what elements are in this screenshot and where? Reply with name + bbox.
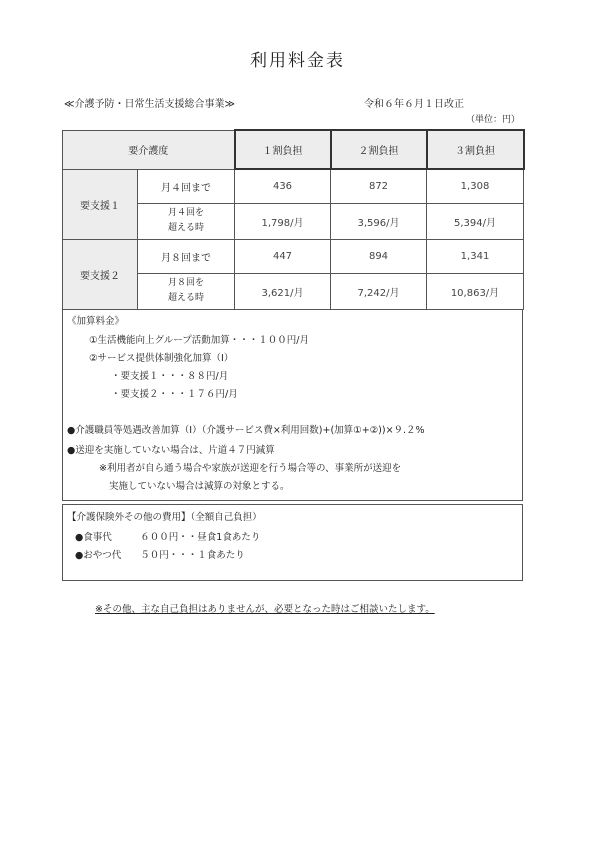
group-label: 要支援１: [63, 169, 138, 239]
header-30pct: ３割負担: [427, 130, 524, 169]
cell-value: 894: [331, 239, 427, 273]
group-label: 要支援２: [63, 239, 138, 309]
row-sub-label: [138, 273, 235, 309]
row-sub-line1: 月８回を: [167, 278, 204, 288]
additional-item-1: ①生活機能向上グループ活動加算・・・１００円/月: [89, 335, 309, 346]
header-10pct: １割負担: [235, 130, 331, 169]
cell-value: 5,394/月: [427, 203, 524, 239]
page-title: 利用料金表: [250, 51, 345, 71]
table-header-row: [63, 130, 524, 169]
other-costs-heading: 【介護保険外その他の費用】（全額自己負担）: [67, 512, 262, 523]
table-row: [63, 169, 524, 203]
fee-table: [62, 129, 525, 310]
cell-value: 436: [235, 169, 331, 203]
unit-note: （単位：円）: [466, 115, 521, 125]
row-sub-line2: 超える時: [167, 223, 204, 233]
footer-note: ※その他、主な自己負担はありませんが、必要となった時はご相談いたします。: [95, 604, 435, 615]
row-sub-line2: 超える時: [167, 293, 204, 303]
row-sub-label: 月８回まで: [138, 239, 235, 273]
table-row: [63, 239, 524, 273]
row-sub-label: 月４回まで: [138, 169, 235, 203]
additional-heading: 《加算料金》: [67, 316, 125, 327]
snack-cost-line: ●おやつ代 ５０円・・・１食あたり: [75, 550, 245, 561]
transport-note-line-2: 実施していない場合は減算の対象とする。: [109, 481, 290, 492]
cell-value: 7,242/月: [331, 273, 427, 309]
cell-value: 872: [331, 169, 427, 203]
additional-item-2a: ・要支援１・・・８８円/月: [111, 371, 229, 382]
additional-item-2: ②サービス提供体制強化加算（Ⅰ）: [89, 353, 234, 364]
cell-value: 447: [235, 239, 331, 273]
cell-value: 1,341: [427, 239, 524, 273]
cell-value: 3,621/月: [235, 273, 331, 309]
row-sub-line1: 月４回を: [167, 208, 204, 218]
revision-date: 令和６年６月１日改正: [364, 99, 464, 110]
row-sub-label: [138, 203, 235, 239]
cell-value: 1,308: [427, 169, 524, 203]
treatment-improvement-line: ●介護職員等処遇改善加算（Ⅰ）（介護サービス費×利用回数)+(加算①+②))×９.２%: [67, 425, 425, 436]
other-costs-box: [62, 504, 523, 581]
header-care-level: 要介護度: [63, 130, 235, 169]
cell-value: 10,863/月: [427, 273, 524, 309]
meal-cost-line: ●食事代 ６００円・・昼食1食あたり: [75, 532, 261, 543]
header-20pct: ２割負担: [331, 130, 427, 169]
cell-value: 1,798/月: [235, 203, 331, 239]
additional-item-2b: ・要支援２・・・１７６円/月: [111, 389, 238, 400]
service-subtitle: ≪介護予防・日常生活支援総合事業≫: [64, 99, 235, 110]
transport-note-line-1: ※利用者が自ら通う場合や家族が送迎を行う場合等の、事業所が送迎を: [99, 463, 402, 474]
transport-deduction-line: ●送迎を実施していない場合は、片道４７円減算: [67, 445, 275, 456]
cell-value: 3,596/月: [331, 203, 427, 239]
additional-fees-box: [62, 309, 523, 501]
